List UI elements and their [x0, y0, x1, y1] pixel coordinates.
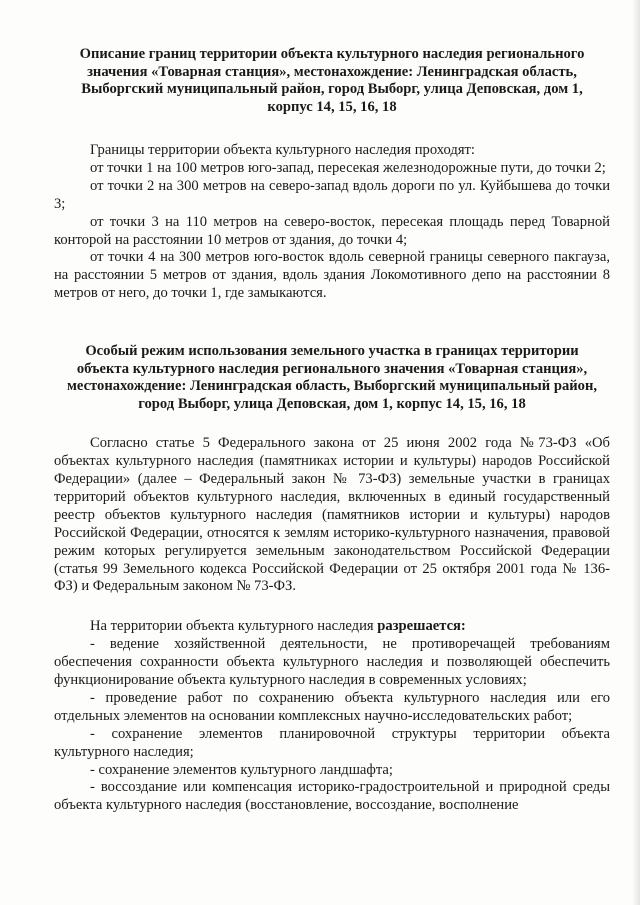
allowed-item: - проведение работ по сохранению объекта культурного наследия или его отдельных элементов на основании комплексных научно-исследовательских работ; [54, 689, 610, 724]
allowed-item: - сохранение элементов планировочной структуры территории объекта культурного наследия; [54, 725, 610, 760]
allowed-intro [54, 618, 610, 636]
boundary-description-heading [54, 46, 610, 116]
boundary-points-list [54, 142, 610, 303]
federal-law-paragraph: Согласно статье 5 Федерального закона от 25 июня 2002 года №73-ФЗ «Об объектах культурного наследия (памятниках истории и культуры) народов Российской Федерации» (далее – Федеральный закон № 73-ФЗ) земельные участки в границах территорий объектов культурного наследия, включенных в единый государственный реестр объектов культурного наследия (памятников истории и культуры) народов Российской Федерации, относятся к землям историко-культурного назначения, правовой режим которых регулируется земельным законодательством Российской Федерации (статья 99 Земельного кодекса Российской Федерации от 25 октября 2001 года № 136-ФЗ) и Федеральным законом № 73-ФЗ. [54, 435, 610, 595]
scan-edge-shadow [632, 0, 640, 905]
heading-line: Особый режим использования земельного участка в границах территории [85, 343, 579, 360]
heading-line: город Выборг, улица Деповская, дом 1, корпус 14, 15, 16, 18 [138, 395, 526, 412]
special-regime-heading [54, 343, 610, 413]
heading-line: местонахождение: Ленинградская область, Выборгский муниципальный район, [66, 378, 598, 395]
allowed-activities-list [54, 618, 610, 815]
document-content [54, 46, 610, 815]
boundary-point-2: от точки 2 на 300 метров на северо-запад вдоль дороги по ул. Куйбышева до точки 3; [54, 177, 610, 212]
heading-line: значения «Товарная станция», местонахождение: Ленинградская область, [87, 63, 577, 80]
boundary-point-1: от точки 1 на 100 метров юго-запад, пересекая железнодорожные пути, до точки 2; [90, 159, 606, 176]
heading-line: Описание границ территории объекта культурного наследия регионального [79, 46, 585, 62]
allowed-intro-text: На территории объекта культурного наследия [90, 618, 378, 635]
boundary-point-3: от точки 3 на 110 метров на северо-восток, пересекая площадь перед Товарной конторой на расстоянии 10 метров от здания, до точки 4; [54, 213, 610, 248]
heading-line: Выборгский муниципальный район, город Выборг, улица Деповская, дом 1, [81, 81, 583, 97]
allowed-item: - воссоздание или компенсация историко-градостроительной и природной среды объекта культурного наследия (восстановление, воссоздание, восполнение [54, 779, 610, 814]
allowed-item: - ведение хозяйственной деятельности, не противоречащей требованиям обеспечения сохранности объекта культурного наследия и позволяющей обеспечить функционирование объекта культурного наследия в современных условиях; [54, 636, 610, 689]
allowed-keyword: разрешается: [377, 618, 466, 635]
boundary-intro: Границы территории объекта культурного наследия проходят: [90, 142, 475, 158]
allowed-item: - сохранение элементов культурного ландшафта; [90, 761, 393, 778]
boundary-point-4: от точки 4 на 300 метров юго-восток вдоль северной границы северного пакгауза, на расстоянии 5 метров от здания, вдоль здания Локомотивного депо на расстоянии 8 метров от него, до точки 1, где замыкаются. [54, 249, 610, 302]
heading-line: объекта культурного наследия регионального значения «Товарная станция», [76, 360, 588, 377]
heading-line: корпус 14, 15, 16, 18 [267, 98, 397, 115]
